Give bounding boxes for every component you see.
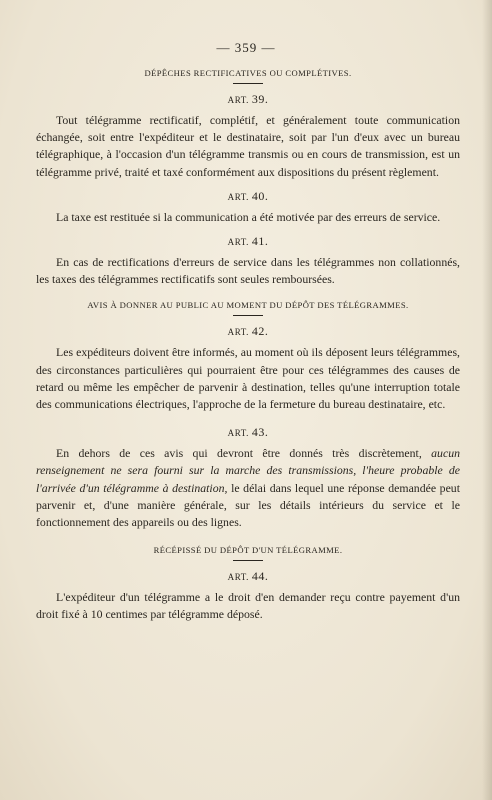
page-number: — 359 — (216, 40, 276, 55)
page-content (36, 60, 460, 624)
article-heading-41 (36, 234, 460, 249)
article-label: ART. (227, 237, 250, 248)
article-label: ART. (227, 572, 250, 583)
article-label: ART. (227, 191, 250, 202)
article-text-43 (36, 445, 460, 531)
article-text-43-after: le délai dans lequel une réponse demandée peut parvenir et, d'une manière générale, sur les détails intérieurs du service et le fonctionnement des appareils ou des lignes. (36, 480, 460, 530)
article-text-42: Les expéditeurs doivent être informés, au moment où ils déposent leurs télégrammes, des circonstances particulières qui pourraient être pour ces télégrammes des causes de retard ou même les empêcher de parvenir à destination, telles qu'une interruption totale des communications électriques, l'approche de la fermeture du bureau destinataire, etc. (36, 345, 460, 412)
article-text-41: En cas de rectifications d'erreurs de service dans les télégrammes non collationnés, les taxes des télégrammes rectificatifs sont seules remboursées. (36, 255, 460, 287)
article-text-40: La taxe est restituée si la communication a été motivée par des erreurs de service. (56, 209, 441, 224)
page-fold-shadow (482, 0, 492, 800)
article-heading-43 (36, 425, 460, 440)
article-number: 40. (251, 188, 269, 203)
article-heading-40 (36, 189, 460, 204)
article-heading-44 (36, 569, 460, 584)
section-heading-rectificatives: DÉPÊCHES RECTIFICATIVES OU COMPLÉTIVES. (36, 68, 460, 84)
article-number: 39. (251, 92, 269, 106)
section-heading-recepisse: RÉCÉPISSÉ DU DÉPÔT D'UN TÉLÉGRAMME. (36, 545, 460, 561)
section-heading-avis: AVIS À DONNER AU PUBLIC AU MOMENT DU DÉPÔT DES TÉLÉGRAMMES. (36, 300, 460, 316)
article-text-43-before: En dehors de ces avis qui devront être donnés très discrètement, (56, 446, 422, 461)
article-label: ART. (227, 327, 250, 338)
article-number: 41. (251, 234, 269, 249)
article-label: ART. (227, 428, 250, 439)
article-text-39: Tout télégramme rectificatif, complétif, et généralement toute communication échangée, soit entre l'expéditeur et le destinataire, soit par l'un d'eux avec un bureau télégraphique, à l'occasion d'un télégramme transmis ou en cours de transmission, est un télégramme privé, traité et taxé conformément aux dispositions du présent règlement. (36, 113, 460, 179)
article-heading-39 (36, 92, 460, 107)
article-text-44: L'expéditeur d'un télégramme a le droit d'en demander reçu contre payement d'un droit fixé à 10 centimes par télégramme déposé. (36, 590, 460, 622)
article-label: ART. (227, 95, 250, 105)
article-text-43-italic: aucun renseignement ne sera fourni sur la marche des transmissions, l'heure probable de l'arrivée d'un télégramme à destination, (36, 446, 460, 495)
article-number: 43. (251, 425, 269, 440)
article-number: 44. (251, 569, 269, 584)
article-number: 42. (251, 324, 269, 339)
article-heading-42 (36, 324, 460, 339)
